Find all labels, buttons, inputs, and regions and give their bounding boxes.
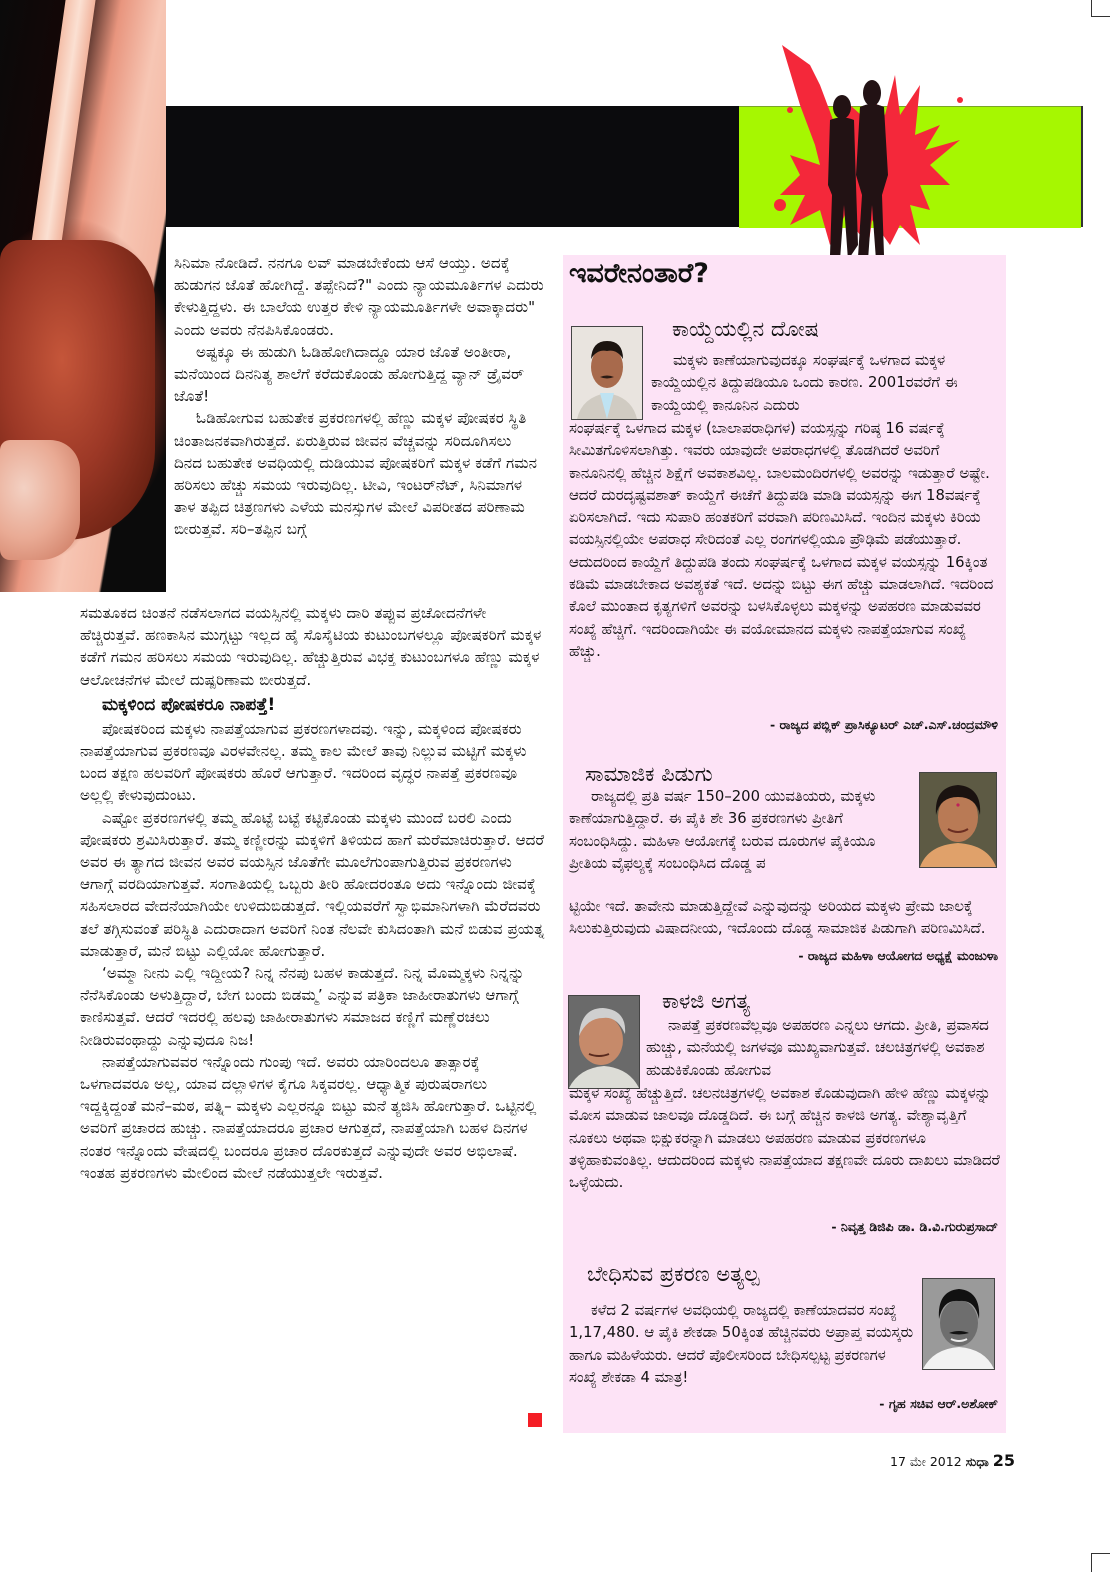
article-paragraph: ಸಿನಿಮಾ ನೋಡಿದೆ. ನನಗೂ ಲವ್ ಮಾಡಬೇಕೆಂದು ಆಸೆ ಆಯ್ತು. ಅದಕ್ಕೆ ಹುಡುಗನ ಜೊತೆ ಹೋಗಿದ್ದೆ. ತಪ್ಪೇನಿದೆ?" ಎಂದು ನ್ಯಾಯಮೂರ್ತಿಗಳ ಎದುರು ಕೇಳುತ್ತಿದ್ದಳು. ಈ ಬಾಲೆಯ ಉತ್ತರ ಕೇಳಿ ನ್ಯಾಯಮೂರ್ತಿಗಳೇ ಅವಾಕ್ಕಾದರು" ಎಂದು ಅವರು ನೆನಪಿಸಿಕೊಂಡರು. — [174, 254, 544, 339]
article-paragraph: ‘ಅಮ್ಮಾ ನೀನು ಎಲ್ಲಿ ಇದ್ದೀಯ? ನಿನ್ನ ನೆನಪು ಬಹಳ ಕಾಡುತ್ತದೆ. ನಿನ್ನ ಮೊಮ್ಮಕ್ಕಳು ನಿನ್ನನ್ನು ನೆನೆಸಿಕೊಂಡು ಅಳುತ್ತಿದ್ದಾರೆ, ಬೇಗ ಬಂದು ಬಿಡಮ್ಮ’ ಎನ್ನುವ ಪತ್ರಿಕಾ ಜಾಹೀರಾತುಗಳು ಆಗಾಗ್ಗೆ ಕಾಣಿಸುತ್ತವೆ. ಆದರೆ ಇದರಲ್ಲಿ ಹಲವು ಜಾಹೀರಾತುಗಳು ಸಮಾಜದ ಕಣ್ಣಿಗೆ ಮಣ್ಣೆರಚಲು ನೀಡಿರುವಂಥಾದ್ದು ಎನ್ನುವುದೂ ನಿಜ! — [80, 964, 525, 1049]
forearm-image-part — [30, 0, 95, 250]
section-text — [569, 1083, 1001, 1194]
article-paragraph: ನಾಪತ್ತೆಯಾಗುವವರ ಇನ್ನೊಂದು ಗುಂಪು ಇದೆ. ಅವರು ಯಾರಿಂದಲೂ ತಾತ್ಸಾರಕ್ಕೆ ಒಳಗಾದವರೂ ಅಲ್ಲ, ಯಾವ ದಲ್ಲಾಳಿಗಳ ಕೈಗೂ ಸಿಕ್ಕವರಲ್ಲ. ಆಧ್ಯಾತ್ಮಿಕ ಪುರುಷರಾಗಲು ಇದ್ದಕ್ಕಿದ್ದಂತೆ ಮನೆ–ಮಠ, ಪತ್ನಿ– ಮಕ್ಕಳು ಎಲ್ಲರನ್ನೂ ಬಿಟ್ಟು ಮನೆ ತ್ಯಜಿಸಿ ಹೋಗುತ್ತಾರೆ. ಒಟ್ಟಿನಲ್ಲಿ ಅವರಿಗೆ ಪ್ರಚಾರದ ಹುಚ್ಚು. ನಾಪತ್ತೆಯಾದರೂ ಪ್ರಚಾರ ಆಗುತ್ತದೆ, ನಾಪತ್ತೆಯಾಗಿ ಬಹಳ ದಿನಗಳ ನಂತರ ಇನ್ನೊಂದು ವೇಷದಲ್ಲಿ ಬಂದರೂ ಪ್ರಚಾರ ದೊರಕುತ್ತದೆ ಎನ್ನುವುದೇ ಅವರ ಅಭಿಲಾಷೆ. ಇಂತಹ ಪ್ರಕರಣಗಳು ಮೇಲಿಂದ ಮೇಲೆ ನಡೆಯುತ್ತಲೇ ಇರುತ್ತವೆ. — [80, 1052, 537, 1182]
header-band-black — [166, 106, 739, 227]
paint-splash-silhouette-illustration — [760, 45, 1000, 270]
quote-attribution: - ರಾಜ್ಯದ ಮಹಿಳಾ ಆಯೋಗದ ಅಧ್ಯಕ್ಷೆ ಮಂಜುಳಾ — [798, 948, 998, 963]
article-subheading: ಮಕ್ಕಳಿಂದ ಪೋಷಕರೂ ನಾಪತ್ತೆ! — [102, 694, 276, 715]
section-paragraph: ರಾಜ್ಯದಲ್ಲಿ ಪ್ರತಿ ವರ್ಷ 150–200 ಯುವತಿಯರು, ಮಕ್ಕಳು ಕಾಣೆಯಾಗುತ್ತಿದ್ದಾರೆ. ಈ ಪೈಕಿ ಶೇ 36 ಪ್ರಕರಣಗಳು ಪ್ರೀತಿಗೆ ಸಂಬಂಧಿಸಿದ್ದು. ಮಹಿಳಾ ಆಯೋಗಕ್ಕೆ ಬರುವ ದೂರುಗಳ ಪೈಕಿಯೂ ಪ್ರೀತಿಯ ವೈಫಲ್ಯಕ್ಕೆ ಸಂಬಂಧಿಸಿದ ದೊಡ್ಡ ಪ — [569, 788, 876, 872]
publication-name: ಸುಧಾ — [965, 1454, 989, 1469]
article-paragraph: ಪೋಷಕರಿಂದ ಮಕ್ಕಳು ನಾಪತ್ತೆಯಾಗುವ ಪ್ರಕರಣಗಳಾದವು. ಇನ್ನು, ಮಕ್ಕಳಿಂದ ಪೋಷಕರು ನಾಪತ್ತೆಯಾಗುವ ಪ್ರಕರಣವೂ ವಿರಳವೇನಲ್ಲ. ತಮ್ಮ ಕಾಲ ಮೇಲೆ ತಾವು ನಿಲ್ಲುವ ಮಟ್ಟಿಗೆ ಮಕ್ಕಳು ಬಂದ ತಕ್ಷಣ ಹಲವರಿಗೆ ಪೋಷಕರು ಹೊರೆ ಆಗುತ್ತಾರೆ. ಇದರಿಂದ ವೃದ್ಧರ ನಾಪತ್ತೆ ಪ್ರಕರಣವೂ ಅಲ್ಲಲ್ಲಿ ಕೇಳುವುದುಂಟು. — [80, 719, 527, 805]
clasped-hands-photo — [0, 0, 166, 592]
section-paragraph: ನಾಪತ್ತೆ ಪ್ರಕರಣವೆಲ್ಲವೂ ಅಪಹರಣ ಎನ್ನಲು ಆಗದು. ಪ್ರೀತಿ, ಪ್ರವಾಸದ ಹುಚ್ಚು, ಮನೆಯಲ್ಲಿ ಜಗಳವೂ ಮುಖ್ಯವಾಗುತ್ತವೆ. ಚಲಚಿತ್ರಗಳಲ್ಲಿ ಅವಕಾಶ ಹುಡುಕಿಕೊಂಡು ಹೋಗುವ — [646, 1017, 989, 1079]
article-paragraph: ಅಷ್ಟಕ್ಕೂ ಈ ಹುಡುಗಿ ಓಡಿಹೋಗಿದಾದ್ದೂ ಯಾರ ಜೊತೆ ಅಂತೀರಾ, ಮನೆಯಿಂದ ದಿನನಿತ್ಯ ಶಾಲೆಗೆ ಕರೆದುಕೊಂಡು ಹೋಗುತ್ತಿದ್ದ ವ್ಯಾನ್ ಡ್ರೈವರ್ ಜೊತೆ! — [174, 342, 524, 406]
article-paragraph: ಎಷ್ಟೋ ಪ್ರಕರಣಗಳಲ್ಲಿ ತಮ್ಮ ಹೊಟ್ಟೆ ಬಟ್ಟೆ ಕಟ್ಟಿಕೊಂಡು ಮಕ್ಕಳು ಮುಂದೆ ಬರಲಿ ಎಂದು ಪೋಷಕರು ಶ್ರಮಿಸಿರುತ್ತಾರೆ. ತಮ್ಮ ಕಣ್ಣೀರನ್ನು ಮಕ್ಕಳಿಗೆ ತಿಳಿಯದ ಹಾಗೆ ಮರೆಮಾಚಿರುತ್ತಾರೆ. ಆದರೆ ಅವರ ಈ ತ್ಯಾಗದ ಜೀವನ ಅವರ ವಯಸ್ಸಿನ ಜೊತೆಗೇ ಮೂಲೆಗುಂಪಾಗುತ್ತಿರುವ ಪ್ರಕರಣಗಳು ಆಗಾಗ್ಗೆ ವರದಿಯಾಗುತ್ತವೆ. ಸಂಗಾತಿಯಲ್ಲಿ ಒಬ್ಬರು ತೀರಿ ಹೋದರಂತೂ ಅದು ಇನ್ನೊಂದು ಜೀವಕ್ಕೆ ಸಹಿಸಲಾರದ ವೇದನೆಯಾಗಿಯೇ ಉಳಿದುಬಿಡುತ್ತದೆ. ಇಲ್ಲಿಯವರೆಗೆ ಸ್ವಾಭಿಮಾನಿಗಳಾಗಿ ಮೆರೆದವರು ತಲೆ ತಗ್ಗಿಸುವಂತೆ ಪರಿಸ್ಥಿತಿ ಎದುರಾದಾಗ ಅವರಿಗೆ ನಿಂತ ನೆಲವೇ ಕುಸಿದಂತಾಗಿ ಮನೆ ಬಿಡುವ ಪ್ರಯತ್ನ ಮಾಡುತ್ತಾರೆ, ಮನೆ ಬಿಟ್ಟು ಎಲ್ಲಿಯೋ ಹೋಗುತ್ತಾರೆ. — [80, 808, 545, 960]
section-heading: ಕಾಳಜಿ ಅಗತ್ಯ — [662, 989, 751, 1013]
section-text — [646, 1015, 1006, 1082]
quote-attribution: - ರಾಜ್ಯದ ಪಬ್ಲಿಕ್ ಪ್ರಾಸಿಕ್ಯೂಟರ್ ಎಚ್.ಎಸ್.ಚಂದ್ರಮೌಳಿ — [769, 717, 998, 732]
section-text — [569, 896, 1001, 941]
section-text — [569, 786, 909, 875]
article-column-upper — [174, 252, 544, 541]
section-paragraph: ಟ್ಟಿಯೇ ಇದೆ. ತಾವೇನು ಮಾಡುತ್ತಿದ್ದೇವೆ ಎನ್ನುವುದನ್ನು ಅರಿಯದ ಮಕ್ಕಳು ಪ್ರೇಮ ಜಾಲಕ್ಕೆ ಸಿಲುಕುತ್ತಿರುವುದು ವಿಷಾದನೀಯ, ಇದೊಂದು ದೊಡ್ಡ ಸಾಮಾಜಿಕ ಪಿಡುಗಾಗಿ ಪರಿಣಮಿಸಿದೆ. — [569, 898, 986, 938]
quote-attribution: - ಗೃಹ ಸಚಿವ ಆರ್.ಅಶೋಕ್ — [879, 1396, 998, 1411]
portrait-photo-manjula — [919, 772, 997, 868]
sidebar-title: ಇವರೇನಂತಾರೆ? — [569, 258, 709, 289]
portrait-photo-guruprasad — [568, 995, 640, 1089]
header-band-edge — [1081, 106, 1083, 227]
article-column-lower — [80, 602, 546, 1184]
section-heading: ಕಾಯ್ದೆಯಲ್ಲಿನ ದೋಷ — [672, 317, 819, 341]
section-paragraph: ಸಂಘರ್ಷಕ್ಕೆ ಒಳಗಾದ ಮಕ್ಕಳ (ಬಾಲಾಪರಾಧಿಗಳ) ವಯಸ್ಸನ್ನು ಗರಿಷ್ಠ 16 ವರ್ಷಕ್ಕೆ ಸೀಮಿತಗೊಳಿಸಲಾಗಿತ್ತು. ಇವರು ಯಾವುದೇ ಅಪರಾಧಗಳಲ್ಲಿ ತೊಡಗಿದರೆ ಅವರಿಗೆ ಕಾನೂನಿನಲ್ಲಿ ಹೆಚ್ಚಿನ ಶಿಕ್ಷೆಗೆ ಅವಕಾಶವಿಲ್ಲ. ಬಾಲಮಂದಿರಗಳಲ್ಲಿ ಅವರನ್ನು ಇಡುತ್ತಾರೆ ಅಷ್ಟೇ. ಆದರೆ ದುರದೃಷ್ಟವಶಾತ್ ಕಾಯ್ದೆಗೆ ಈಚೆಗೆ ತಿದ್ದುಪಡಿ ಮಾಡಿ ವಯಸ್ಸನ್ನು ಈಗ 18ವರ್ಷಕ್ಕೆ ಏರಿಸಲಾಗಿದೆ. ಇದು ಸುಪಾರಿ ಹಂತಕರಿಗೆ ವರವಾಗಿ ಪರಿಣಮಿಸಿದೆ. ಇಂದಿನ ಮಕ್ಕಳು ಕಿರಿಯ ವಯಸ್ಸಿನಲ್ಲಿಯೇ ಅಪರಾಧ ಸೇರಿದಂತೆ ಎಲ್ಲ ರಂಗಗಳಲ್ಲಿಯೂ ಪ್ರೌಢಿಮೆ ಪಡೆಯುತ್ತಾರೆ. ಆದುದರಿಂದ ಕಾಯ್ದೆಗೆ ತಿದ್ದುಪಡಿ ತಂದು ಸಂಘರ್ಷಕ್ಕೆ ಒಳಗಾದ ಮಕ್ಕಳ ವಯಸ್ಸನ್ನು 16ಕ್ಕಿಂತ ಕಡಿಮೆ ಮಾಡಬೇಕಾದ ಅವಶ್ಯಕತೆ ಇದೆ. ಅದನ್ನು ಬಿಟ್ಟು ಈಗ ಹೆಚ್ಚು ಮಾಡಲಾಗಿದೆ. ಇದರಿಂದ ಕೊಲೆ ಮುಂತಾದ ಕೃತ್ಯಗಳಿಗೆ ಅವರನ್ನು ಬಳಸಿಕೊಳ್ಳಲು ಮಕ್ಕಳನ್ನು ಅಪಹರಣ ಮಾಡುವವರ ಸಂಖ್ಯೆ ಹೆಚ್ಚಿಗೆ. ಇದರಿಂದಾಗಿಯೇ ಈ ವಯೋಮಾನದ ಮಕ್ಕಳು ನಾಪತ್ತೆಯಾಗುವ ಸಂಖ್ಯೆ ಹೆಚ್ಚು. — [569, 420, 994, 660]
children-silhouettes — [828, 80, 888, 260]
section-paragraph: ಕಳೆದ 2 ವರ್ಷಗಳ ಅವಧಿಯಲ್ಲಿ ರಾಜ್ಯದಲ್ಲಿ ಕಾಣೆಯಾದವರ ಸಂಖ್ಯೆ 1,17,480. ಆ ಪೈಕಿ ಶೇಕಡಾ 50ಕ್ಕಿಂತ ಹೆಚ್ಚಿನವರು ಅಪ್ರಾಪ್ತ ವಯಸ್ಕರು ಹಾಗೂ ಮಹಿಳೆಯರು. ಆದರೆ ಪೊಲೀಸರಿಂದ ಬೇಧಿಸಲ್ಪಟ್ಟ ಪ್ರಕರಣಗಳ ಸಂಖ್ಯೆ ಶೇಕಡಾ 4 ಮಾತ್ರ! — [569, 1302, 914, 1386]
fingers-image-part — [0, 440, 80, 560]
section-paragraph: ಮಕ್ಕಳು ಕಾಣೆಯಾಗುವುದಕ್ಕೂ ಸಂಘರ್ಷಕ್ಕೆ ಒಳಗಾದ ಮಕ್ಕಳ ಕಾಯ್ದೆಯಲ್ಲಿನ ತಿದ್ದುಪಡಿಯೂ ಒಂದು ಕಾರಣ. 2001ರವರೆಗೆ ಈ ಕಾಯ್ದೆಯಲ್ಲಿ ಕಾನೂನಿನ ಎದುರು — [651, 352, 958, 414]
section-paragraph: ಮಕ್ಕಳ ಸಂಖ್ಯೆ ಹೆಚ್ಚುತ್ತಿದೆ. ಚಲನಚಿತ್ರಗಳಲ್ಲಿ ಅವಕಾಶ ಕೊಡುವುದಾಗಿ ಹೇಳಿ ಹೆಣ್ಣು ಮಕ್ಕಳನ್ನು ಮೋಸ ಮಾಡುವ ಜಾಲವೂ ದೊಡ್ಡದಿದೆ. ಈ ಬಗ್ಗೆ ಹೆಚ್ಚಿನ ಕಾಳಜಿ ಅಗತ್ಯ. ವೇಶ್ಯಾವೃತ್ತಿಗೆ ನೂಕಲು ಅಥವಾ ಭಿಕ್ಷುಕರನ್ನಾಗಿ ಮಾಡಲು ಅಪಹರಣ ಮಾಡುವ ಪ್ರಕರಣಗಳೂ ತಳ್ಳಿಹಾಕುವಂತಿಲ್ಲ. ಆದುದರಿಂದ ಮಕ್ಕಳು ನಾಪತ್ತೆಯಾದ ತಕ್ಷಣವೇ ದೂರು ದಾಖಲು ಮಾಡಿದರೆ ಒಳ್ಳೆಯದು. — [569, 1085, 1000, 1192]
article-paragraph: ಓಡಿಹೋಗುವ ಬಹುತೇಕ ಪ್ರಕರಣಗಳಲ್ಲಿ ಹೆಣ್ಣು ಮಕ್ಕಳ ಪೋಷಕರ ಸ್ಥಿತಿ ಚಿಂತಾಜನಕವಾಗಿರುತ್ತದೆ. ಏರುತ್ತಿರುವ ಜೀವನ ವೆಚ್ಚವನ್ನು ಸರಿದೂಗಿಸಲು ದಿನದ ಬಹುತೇಕ ಅವಧಿಯಲ್ಲಿ ದುಡಿಯುವ ಪೋಷಕರಿಗೆ ಮಕ್ಕಳ ಕಡೆಗೆ ಗಮನ ಹರಿಸಲು ಹೆಚ್ಚು ಸಮಯ ಇರುವುದಿಲ್ಲ. ಟೀವಿ, ಇಂಟರ್‌ನೆಟ್, ಸಿನಿಮಾಗಳ ತಾಳ ತಪ್ಪಿದ ಚಿತ್ರಣಗಳು ಎಳೆಯ ಮನಸ್ಸುಗಳ ಮೇಲೆ ವಿಪರೀತದ ಪರಿಣಾಮ ಬೀರುತ್ತವೆ. ಸರಿ–ತಪ್ಪಿನ ಬಗ್ಗೆ — [174, 409, 538, 539]
section-text — [569, 1300, 914, 1389]
article-end-mark — [528, 1413, 542, 1427]
portrait-photo-chandramouli — [571, 326, 643, 420]
section-text — [569, 418, 1001, 663]
section-heading: ಬೇಧಿಸುವ ಪ್ರಕರಣ ಅತ್ಯಲ್ಪ — [587, 1262, 760, 1286]
quote-attribution: - ನಿವೃತ್ತ ಡಿಜಿಪಿ ಡಾ. ಡಿ.ವಿ.ಗುರುಪ್ರಸಾದ್ — [831, 1219, 998, 1234]
crop-mark-top-right — [1091, 0, 1110, 17]
crop-mark-bottom-right — [1091, 1553, 1110, 1572]
issue-date: 17 ಮೇ 2012 — [890, 1454, 962, 1469]
section-heading: ಸಾಮಾಜಿಕ ಪಿಡುಗು — [585, 762, 713, 786]
article-paragraph: ಸಮತೂಕದ ಚಿಂತನೆ ನಡೆಸಲಾಗದ ವಯಸ್ಸಿನಲ್ಲಿ ಮಕ್ಕಳು ದಾರಿ ತಪ್ಪುವ ಪ್ರಚೋದನೆಗಳೇ ಹೆಚ್ಚಿರುತ್ತವೆ. ಹಣಕಾಸಿನ ಮುಗ್ಗಟ್ಟು ಇಲ್ಲದ ಹೈ ಸೊಸೈಟಿಯ ಕುಟುಂಬಗಳಲ್ಲೂ ಪೋಷಕರಿಗೆ ಮಕ್ಕಳ ಕಡೆಗೆ ಗಮನ ಹರಿಸಲು ಸಮಯ ಇರುವುದಿಲ್ಲ. ಹೆಚ್ಚುತ್ತಿರುವ ವಿಭಕ್ತ ಕುಟುಂಬಗಳೂ ಹೆಣ್ಣು ಮಕ್ಕಳ ಆಲೋಚನೆಗಳ ಮೇಲೆ ದುಷ್ಪರಿಣಾಮ ಬೀರುತ್ತದೆ. — [80, 604, 542, 689]
portrait-photo-ashok — [922, 1278, 995, 1370]
page-number: 25 — [992, 1451, 1015, 1470]
page-footer — [890, 1451, 1015, 1470]
section-text — [651, 350, 1006, 417]
